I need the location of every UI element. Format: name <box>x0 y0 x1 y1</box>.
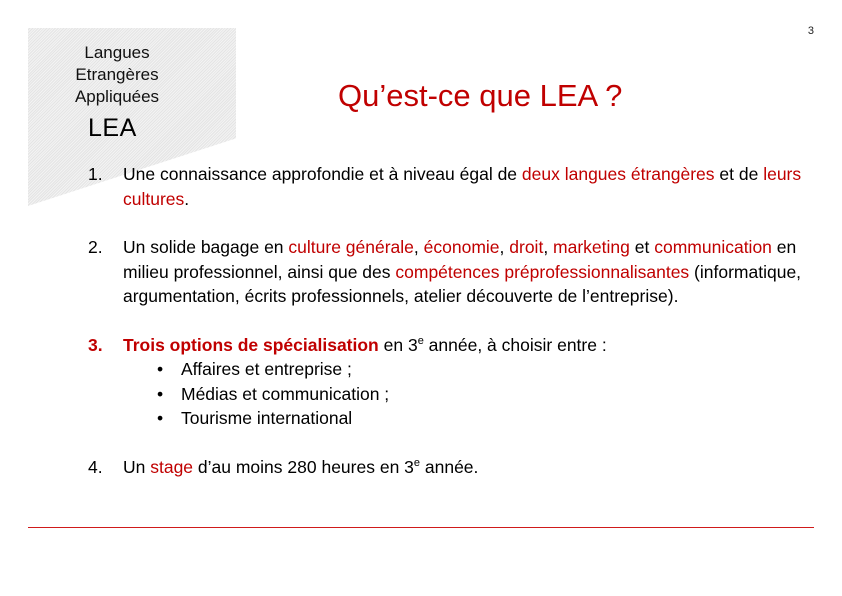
text-segment: . <box>184 188 190 209</box>
text-segment: année, à choisir entre : <box>423 334 607 355</box>
item-number: 3. <box>88 334 103 355</box>
page-number: 3 <box>807 25 814 37</box>
logo-line-1: Langues <box>84 43 150 62</box>
bullet-icon: • <box>157 408 164 428</box>
text-segment: année. <box>420 456 479 477</box>
bullet-text: Médias et communication ; <box>181 383 390 404</box>
item-number: 4. <box>88 456 103 477</box>
list-item-3 <box>88 333 828 431</box>
highlight-segment: compétences préprofessionnalisantes <box>395 261 690 282</box>
list-item <box>123 357 823 382</box>
item-text <box>123 333 823 431</box>
item-text <box>123 455 823 480</box>
text-segment: Un <box>123 456 151 477</box>
highlight-segment: communication <box>654 237 772 257</box>
text-segment: et <box>629 237 655 257</box>
bullet-icon: • <box>157 383 164 404</box>
highlight-segment: deux langues étrangères <box>521 164 715 184</box>
list-item-4 <box>88 455 828 480</box>
highlight-segment: marketing <box>553 237 630 257</box>
item-text <box>123 235 823 309</box>
text-segment: , <box>499 237 510 257</box>
highlight-segment: stage <box>150 456 194 477</box>
bullet-text: Affaires et entreprise ; <box>181 359 352 379</box>
highlight-segment: Trois options de spécialisation <box>123 334 379 355</box>
list-item <box>123 406 823 431</box>
content-list <box>88 162 828 479</box>
footer-rule <box>28 527 814 528</box>
superscript: e <box>417 334 424 347</box>
item-lead <box>123 333 823 358</box>
text-segment: (informatique, argumentation, écrits professionnels, atelier découverte de l’entreprise). <box>123 261 802 306</box>
list-item-1 <box>88 162 828 211</box>
logo-line-3: Appliquées <box>74 87 160 106</box>
bullet-icon: • <box>157 359 164 379</box>
highlight-segment: droit <box>509 237 544 257</box>
highlight-segment: culture générale <box>288 237 414 257</box>
text-segment: Un solide bagage en <box>123 237 289 257</box>
text-segment: et de <box>714 164 764 184</box>
options-list <box>123 357 823 431</box>
item-number: 2. <box>88 237 103 257</box>
logo-text <box>52 42 182 108</box>
item-text <box>123 162 823 211</box>
text-segment: en milieu professionnel, ainsi que des <box>123 237 797 282</box>
list-item-2 <box>88 235 828 309</box>
text-segment: , <box>413 237 424 257</box>
list-item <box>123 382 823 407</box>
text-segment: d’au moins 280 heures en 3 <box>193 456 414 477</box>
text-segment: , <box>543 237 554 257</box>
page-title: Qu’est-ce que LEA ? <box>338 78 623 113</box>
logo-line-2: Etrangères <box>75 65 159 84</box>
highlight-segment: économie <box>423 237 500 257</box>
bullet-text: Tourisme international <box>181 408 353 428</box>
text-segment: Une connaissance approfondie et à niveau égal de <box>123 164 522 184</box>
logo-abbreviation: LEA <box>88 114 137 142</box>
superscript: e <box>413 456 421 469</box>
item-number: 1. <box>88 164 103 184</box>
text-segment: en 3 <box>378 334 418 355</box>
highlight-segment: leurs cultures <box>123 164 802 209</box>
